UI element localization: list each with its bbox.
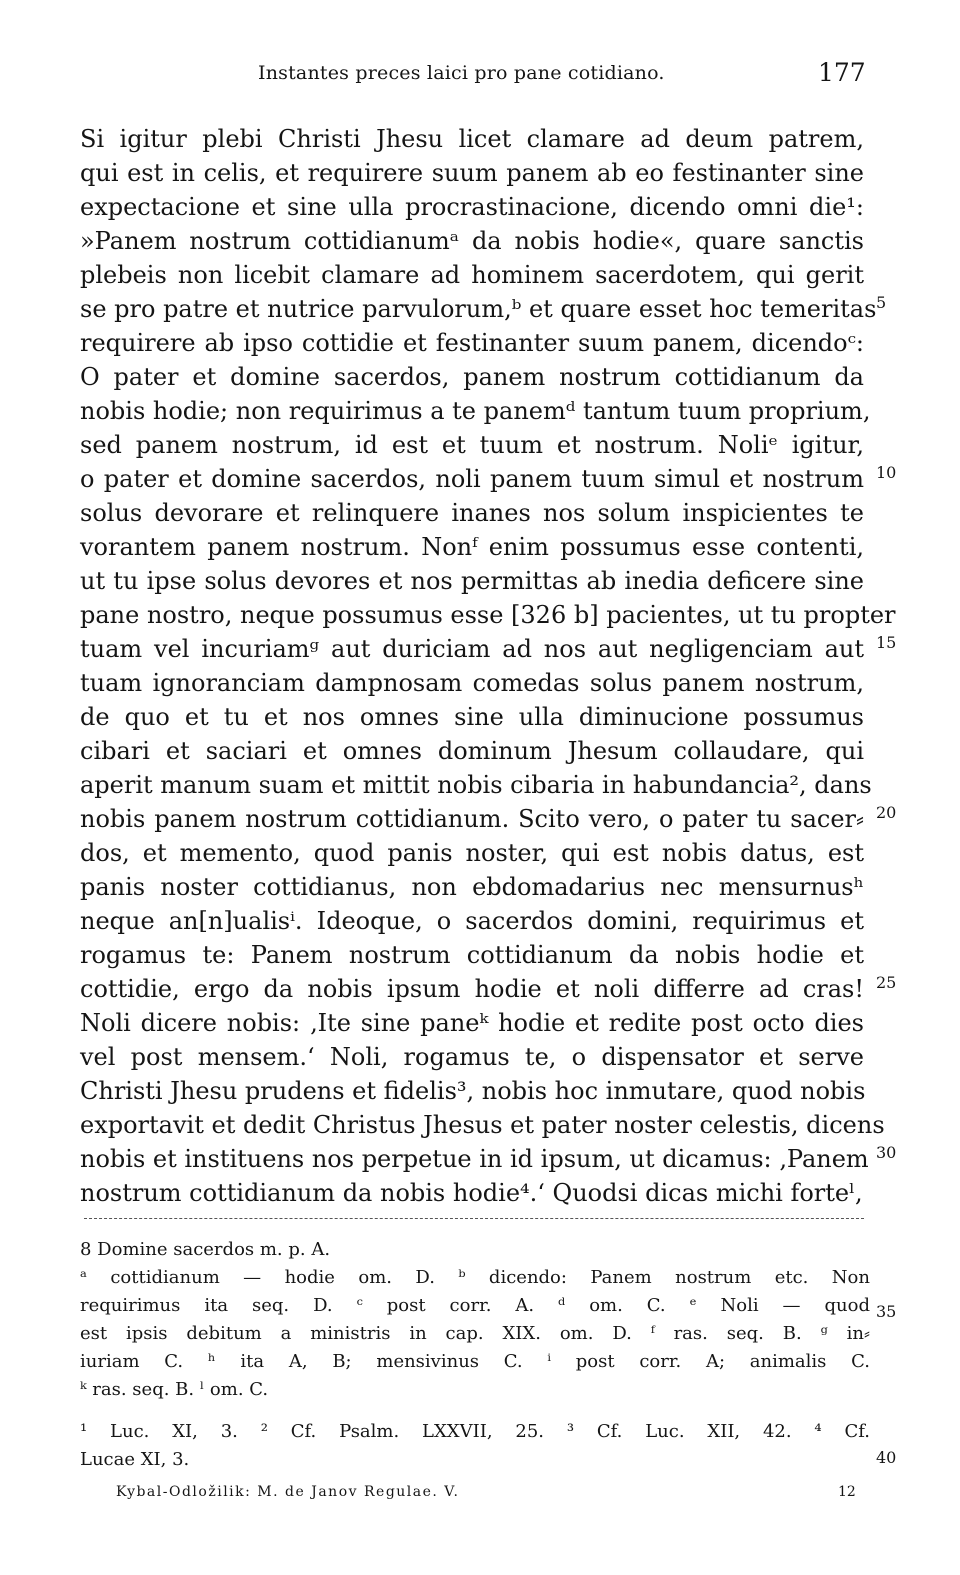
- text-line: expectacione et sine ulla procrastinacione, dicendo omni die¹:: [80, 193, 864, 221]
- footnote-separator: [84, 1218, 864, 1219]
- text-line: rogamus te: Panem nostrum cottidianum da nobis hodie et: [80, 941, 864, 969]
- text-line: pane nostro, neque possumus esse [326 b] pacientes, ut tu propter: [80, 601, 896, 629]
- apparatus-line: ᵃ cottidianum — hodie om. D. ᵇ dicendo: Panem nostrum etc. Non: [80, 1267, 870, 1288]
- critical-apparatus: [80, 1236, 870, 1404]
- source-note-line: Lucae XI, 3.: [80, 1449, 190, 1470]
- text-line: qui est in celis, et requirere suum panem ab eo festinanter sine: [80, 159, 864, 187]
- text-line: Si igitur plebi Christi Jhesu licet clamare ad deum patrem,: [80, 125, 864, 153]
- page-number: 177: [818, 58, 866, 87]
- text-line: Noli dicere nobis: ‚Ite sine paneᵏ hodie et redite post octo dies: [80, 1009, 864, 1037]
- text-line: tuam vel incuriamᵍ aut duriciam ad nos aut negligenciam aut: [80, 635, 864, 663]
- text-line: neque an[n]ualisⁱ. Ideoque, o sacerdos domini, requirimus et: [80, 907, 864, 935]
- text-line: nostrum cottidianum da nobis hodie⁴.‘ Quodsi dicas michi forteˡ,: [80, 1179, 863, 1207]
- text-line: requirere ab ipso cottidie et festinanter suum panem, dicendoᶜ:: [80, 329, 864, 357]
- text-line: o pater et domine sacerdos, noli panem tuum simul et nostrum: [80, 465, 864, 493]
- text-line: vel post mensem.‘ Noli, rogamus te, o dispensator et serve: [80, 1043, 864, 1071]
- text-line: nobis hodie; non requirimus a te panemᵈ tantum tuum proprium,: [80, 397, 871, 425]
- text-line: sed panem nostrum, id est et tuum et nostrum. Noliᵉ igitur,: [80, 431, 864, 459]
- text-line: cibari et saciari et omnes dominum Jhesum collaudare, qui: [80, 737, 864, 765]
- text-line: tuam ignoranciam dampnosam comedas solus panem nostrum,: [80, 669, 864, 697]
- text-line: dos, et memento, quod panis noster, qui est nobis datus, est: [80, 839, 864, 867]
- text-line: ut tu ipse solus devores et nos permittas ab inedia deficere sine: [80, 567, 864, 595]
- text-line: plebeis non licebit clamare ad hominem sacerdotem, qui gerit: [80, 261, 864, 289]
- text-line: cottidie, ergo da nobis ipsum hodie et noli differre ad cras!: [80, 975, 864, 1003]
- line-number-25: 25: [876, 973, 897, 992]
- text-line: aperit manum suam et mittit nobis cibaria in habundancia², dans: [80, 771, 872, 799]
- line-number-5: 5: [876, 293, 887, 312]
- signature-line: Kybal-Odložilik: M. de Janov Regulae. V.: [116, 1484, 460, 1500]
- text-line: Christi Jhesu prudens et fidelis³, nobis hoc inmutare, quod nobis: [80, 1077, 866, 1105]
- line-number-30: 30: [876, 1143, 897, 1162]
- text-line: se pro patre et nutrice parvulorum,ᵇ et quare esset hoc temeritas: [80, 295, 877, 323]
- text-line: exportavit et dedit Christus Jhesus et pater noster celestis, dicens: [80, 1111, 885, 1139]
- apparatus-line: iuriam C. ʰ ita A, B; mensivinus C. ⁱ post corr. A; animalis C.: [80, 1351, 870, 1372]
- running-title: Instantes preces laici pro pane cotidiano.: [258, 62, 665, 84]
- apparatus-line: requirimus ita seq. D. ᶜ post corr. A. ᵈ om. C. ᵉ Noli — quod: [80, 1295, 870, 1316]
- source-note-line: ¹ Luc. XI, 3. ² Cf. Psalm. LXXVII, 25. ³ Cf. Luc. XII, 42. ⁴ Cf.: [80, 1421, 870, 1442]
- apparatus-line: 8 Domine sacerdos m. p. A.: [80, 1239, 331, 1260]
- line-number-40: 40: [876, 1448, 897, 1467]
- text-line: nobis et instituens nos perpetue in id ipsum, ut dicamus: ‚Panem: [80, 1145, 869, 1173]
- line-number-20: 20: [876, 803, 897, 822]
- text-line: de quo et tu et nos omnes sine ulla diminucione possumus: [80, 703, 864, 731]
- text-line: O pater et domine sacerdos, panem nostrum cottidianum da: [80, 363, 864, 391]
- text-line: panis noster cottidianus, non ebdomadarius nec mensurnusʰ: [80, 873, 864, 901]
- line-number-35: 35: [876, 1302, 897, 1321]
- text-line: vorantem panem nostrum. Nonᶠ enim possumus esse contenti,: [80, 533, 864, 561]
- text-line: nobis panem nostrum cottidianum. Scito vero, o pater tu sacer⸗: [80, 805, 864, 833]
- text-line: »Panem nostrum cottidianumᵃ da nobis hodie«, quare sanctis: [80, 227, 864, 255]
- line-number-15: 15: [876, 633, 897, 652]
- gathering-number: 12: [838, 1484, 856, 1500]
- source-notes: [80, 1418, 870, 1474]
- text-line: solus devorare et relinquere inanes nos solum inspicientes te: [80, 499, 864, 527]
- line-number-10: 10: [876, 463, 897, 482]
- apparatus-line: ᵏ ras. seq. B. ˡ om. C.: [80, 1379, 269, 1400]
- apparatus-line: est ipsis debitum a ministris in cap. XIX. om. D. ᶠ ras. seq. B. ᵍ in⸗: [80, 1323, 870, 1344]
